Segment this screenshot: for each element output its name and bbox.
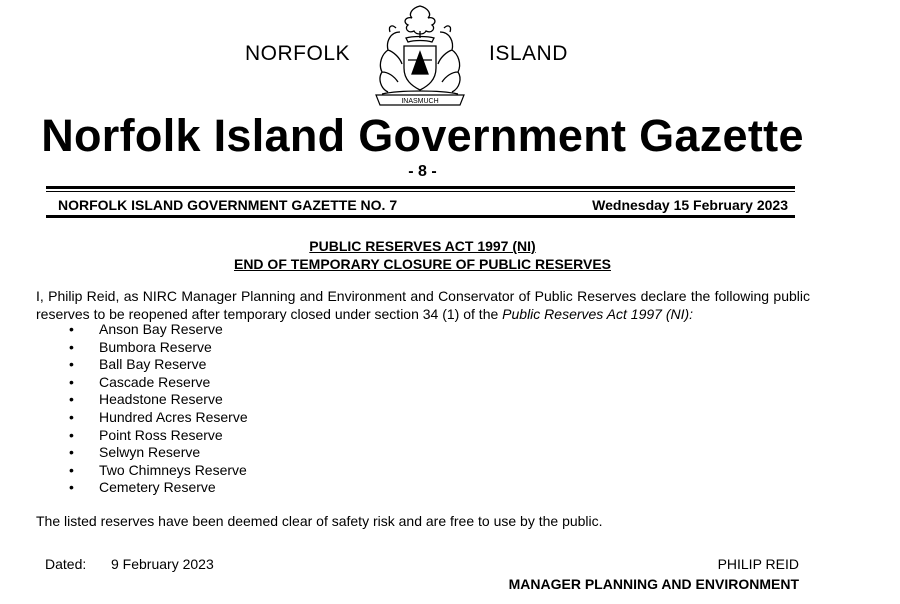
notice-intro-act: Public Reserves Act 1997 (NI): xyxy=(502,305,694,322)
header-rule-thin xyxy=(46,191,795,192)
bullet: • xyxy=(69,461,74,478)
bullet: • xyxy=(69,321,74,337)
bullet: • xyxy=(69,373,74,390)
reserve-list xyxy=(65,321,248,497)
masthead-left-word: NORFOLK xyxy=(245,42,351,65)
bullet: • xyxy=(69,479,74,496)
reserve-name: Cemetery Reserve xyxy=(99,479,216,496)
bullet: • xyxy=(69,408,74,425)
reserve-name: Two Chimneys Reserve xyxy=(99,461,247,478)
masthead-right-word: ISLAND xyxy=(489,42,568,65)
coat-of-arms-icon xyxy=(360,2,480,108)
gazette-issue: NORFOLK ISLAND GOVERNMENT GAZETTE NO. 7 xyxy=(58,197,398,213)
list-item xyxy=(65,374,248,392)
signatory-name: PHILIP REID xyxy=(717,556,799,572)
reserve-name: Selwyn Reserve xyxy=(99,444,201,461)
bullet: • xyxy=(69,444,74,461)
bullet: • xyxy=(69,391,74,408)
gazette-date: Wednesday 15 February 2023 xyxy=(592,197,788,213)
reserve-name: Anson Bay Reserve xyxy=(99,321,223,337)
reserve-name: Bumbora Reserve xyxy=(99,338,212,355)
gazette-title: Norfolk Island Government Gazette xyxy=(41,110,804,161)
notice-intro-text: I, Philip Reid, as NIRC Manager Planning and Environment and Conservator of Public Reserves declare the following public reserves to be reopened after temporary closed under section 34 (1) of the xyxy=(36,288,810,322)
reserve-name: Ball Bay Reserve xyxy=(99,356,207,373)
reserve-name: Headstone Reserve xyxy=(99,391,223,408)
list-item xyxy=(65,427,248,445)
notice-closing: The listed reserves have been deemed clear of safety risk and are free to use by the public. xyxy=(36,513,603,529)
header-rule-top xyxy=(46,186,795,189)
bullet: • xyxy=(69,338,74,355)
dated-label: Dated: xyxy=(45,556,87,572)
notice-heading-subject: END OF TEMPORARY CLOSURE OF PUBLIC RESERVES xyxy=(233,256,611,272)
list-item xyxy=(65,409,248,427)
reserve-name: Hundred Acres Reserve xyxy=(99,408,248,425)
list-item xyxy=(65,444,248,462)
bullet: • xyxy=(69,426,74,443)
list-item xyxy=(65,339,248,357)
list-item xyxy=(65,356,248,374)
notice-intro xyxy=(36,288,810,323)
list-item xyxy=(65,479,248,497)
signatory-title: MANAGER PLANNING AND ENVIRONMENT xyxy=(508,576,799,592)
page-number: - 8 - xyxy=(408,163,437,180)
reserve-name: Point Ross Reserve xyxy=(99,426,223,443)
list-item xyxy=(65,391,248,409)
list-item xyxy=(65,321,248,339)
dated-value: 9 February 2023 xyxy=(111,556,214,572)
list-item xyxy=(65,462,248,480)
header-rule-bottom xyxy=(46,215,795,218)
crest-motto: INASMUCH xyxy=(401,98,439,105)
notice-heading-act: PUBLIC RESERVES ACT 1997 (NI) xyxy=(309,238,536,254)
reserve-name: Cascade Reserve xyxy=(99,373,211,390)
bullet: • xyxy=(69,356,74,373)
